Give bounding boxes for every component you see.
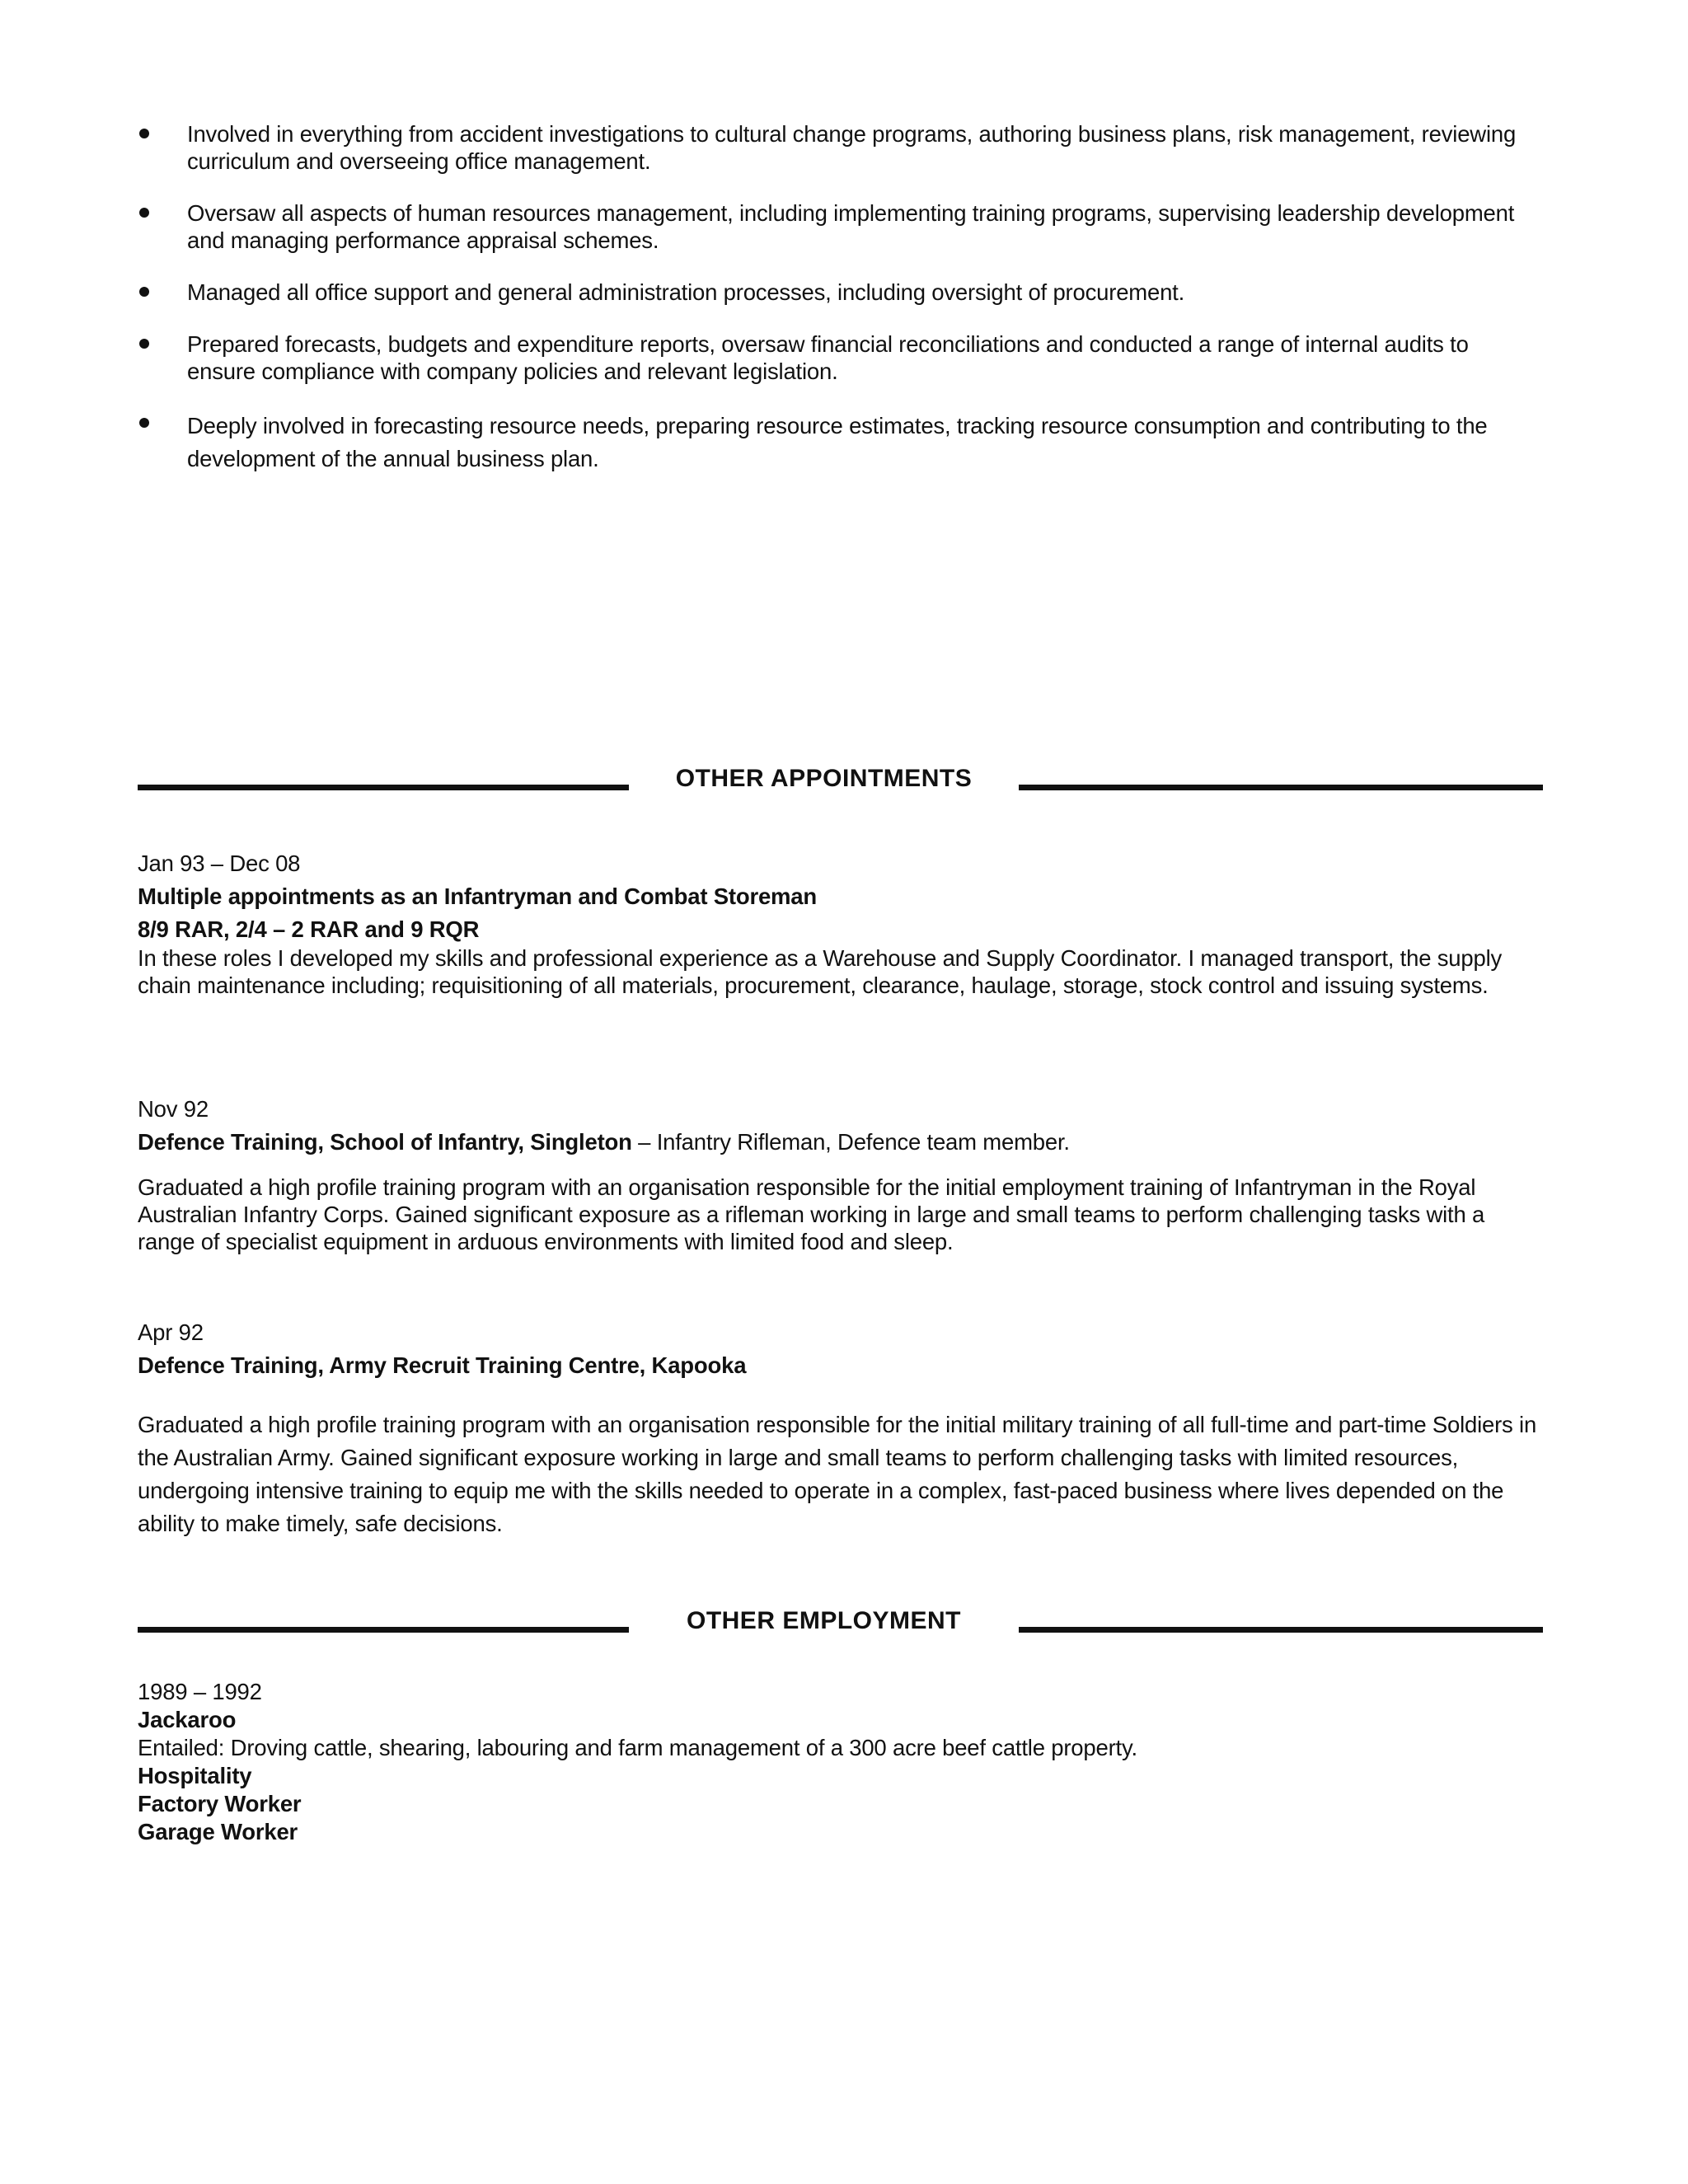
entry-date: 1989 – 1992 [138, 1679, 262, 1704]
bullet-icon [139, 287, 149, 297]
section-rule-right [1019, 785, 1543, 790]
other-role: Hospitality [138, 1763, 252, 1788]
other-role: Factory Worker [138, 1791, 302, 1816]
bullet-icon [139, 208, 149, 218]
other-appointments-header [138, 765, 1543, 798]
list-item [138, 120, 1539, 175]
entry-heading [138, 1126, 1543, 1159]
bullet-icon [139, 129, 149, 138]
entry-description: Graduated a high profile training program with an organisation responsible for the initial military training of all full-time and part-time Soldiers in the Australian Army. Gained significant exposure working in large and small teams to perform challenging tasks with limited resources, undergoing intensive training to equip me with the skills needed to operate in a complex, fast-paced business where lives depended on the ability to make timely, safe decisions. [138, 1412, 1537, 1536]
entry-title: Jackaroo [138, 1707, 237, 1732]
bullet-text: Managed all office support and general administration processes, including oversight of procurement. [187, 279, 1185, 305]
entry-title: Multiple appointments as an Infantryman and Combat Storeman [138, 883, 817, 909]
entry-date: Apr 92 [138, 1319, 204, 1345]
bullet-text: Involved in everything from accident investigations to cultural change programs, authoring business plans, risk management, reviewing curriculum and overseeing office management. [187, 121, 1517, 174]
list-item [138, 199, 1539, 254]
employment-entry [138, 1678, 1543, 1846]
entry-description: In these roles I developed my skills and professional experience as a Warehouse and Supply Coordinator. I managed transport, the supply chain maintenance including; requisitioning of all materials, procurement, clearance, haulage, storage, stock control and issuing systems. [138, 945, 1503, 998]
entry-date: Jan 93 – Dec 08 [138, 851, 301, 876]
responsibilities-list [138, 120, 1539, 500]
entry-description: Entailed: Droving cattle, shearing, labouring and farm management of a 300 acre beef cattle property. [138, 1735, 1137, 1760]
appointment-entry [138, 1093, 1543, 1255]
section-rule-left [138, 785, 629, 790]
entry-description: Graduated a high profile training program with an organisation responsible for the initial employment training of Infantryman in the Royal Australian Infantry Corps. Gained significant exposure as a rifleman working in large and small teams to perform challenging tasks with a range of specialist equipment in arduous environments with limited food and sleep. [138, 1174, 1485, 1254]
entry-title-suffix: – Infantry Rifleman, Defence team member. [631, 1129, 1070, 1155]
bullet-text: Prepared forecasts, budgets and expenditure reports, oversaw financial reconciliations and conducted a range of internal audits to ensure compliance with company policies and relevant legislation. [187, 331, 1469, 384]
appointment-entry [138, 847, 1543, 999]
section-title: OTHER APPOINTMENTS [675, 765, 973, 792]
entry-title: Defence Training, Army Recruit Training Centre, Kapooka [138, 1352, 747, 1378]
section-rule-left [138, 1627, 629, 1633]
bullet-text: Deeply involved in forecasting resource needs, preparing resource estimates, tracking resource consumption and contributing to the development of the annual business plan. [187, 413, 1488, 471]
list-item [138, 279, 1539, 306]
bullet-text: Oversaw all aspects of human resources management, including implementing training programs, supervising leadership development and managing performance appraisal schemes. [187, 200, 1515, 253]
section-rule-right [1019, 1627, 1543, 1633]
bullet-icon [139, 339, 149, 349]
entry-title: Defence Training, School of Infantry, Singleton [138, 1129, 632, 1155]
entry-units: 8/9 RAR, 2/4 – 2 RAR and 9 RQR [138, 916, 480, 942]
other-employment-header [138, 1607, 1543, 1640]
section-title: OTHER EMPLOYMENT [686, 1607, 961, 1634]
other-role: Garage Worker [138, 1819, 298, 1844]
list-item [138, 410, 1539, 476]
entry-date: Nov 92 [138, 1096, 209, 1122]
bullet-icon [139, 418, 149, 428]
list-item [138, 330, 1539, 385]
appointment-entry [138, 1316, 1543, 1540]
